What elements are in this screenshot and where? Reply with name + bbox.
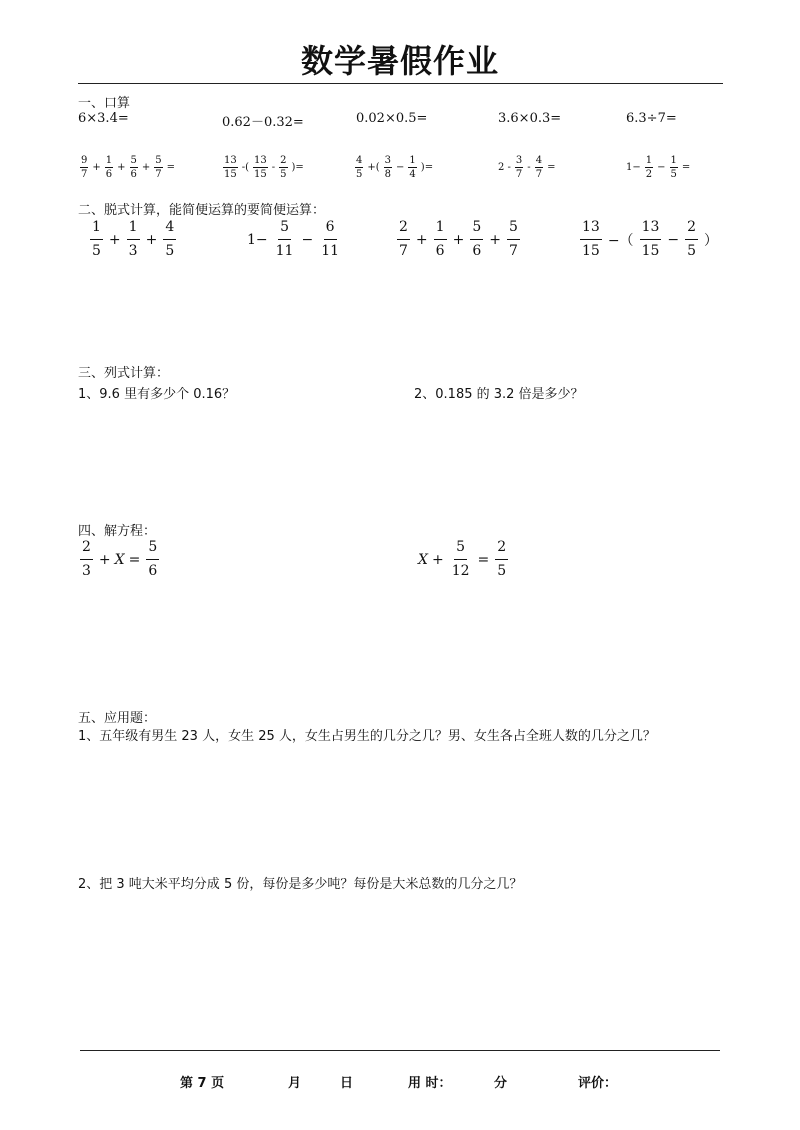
numerator: 5 [454, 540, 467, 560]
footer-rule [80, 1050, 720, 1051]
numerator: 2 [280, 155, 287, 166]
denominator: 5 [497, 563, 507, 580]
application-problem-1: 1、五年级有男生 23 人，女生 25 人，女生占男生的几分之几？男、女生各占全班人数的几分之几？ [78, 729, 656, 744]
denominator: 6 [148, 563, 158, 580]
operator: + [108, 231, 121, 248]
numerator: 5 [130, 155, 137, 166]
numerator: 5 [146, 540, 159, 560]
oral-item-4: 3.6×0.3= [498, 111, 562, 126]
oral-fraction-2 [221, 155, 306, 180]
numerator: 1 [670, 155, 677, 166]
denominator: 7 [508, 243, 518, 260]
section-1-heading: 一、口算 [78, 96, 131, 111]
fraction [127, 220, 140, 260]
denominator: 15 [582, 243, 600, 260]
fraction [274, 220, 296, 260]
denominator: 5 [92, 243, 101, 260]
denominator: 5 [356, 169, 363, 180]
operator: + [98, 551, 111, 568]
numerator: 13 [640, 220, 662, 240]
oral-fraction-5 [624, 155, 692, 180]
numerator: 2 [495, 540, 508, 560]
variable: X [418, 551, 428, 568]
numerator: 9 [81, 155, 88, 166]
denominator: 11 [275, 243, 294, 260]
fraction [535, 155, 543, 180]
numerator: 4 [356, 155, 363, 166]
footer-month: 月 [288, 1076, 302, 1091]
numerator: 5 [470, 220, 483, 240]
fraction [105, 155, 113, 180]
fraction [515, 155, 523, 180]
operator: +( [367, 162, 380, 173]
oral-fraction-1 [78, 155, 177, 180]
denominator: 7 [155, 169, 162, 180]
fraction [384, 155, 392, 180]
denominator: 6 [472, 243, 482, 260]
operator: + [489, 231, 501, 248]
operator: + [145, 231, 158, 248]
operator: − [301, 231, 314, 248]
fraction [408, 155, 416, 180]
fraction [495, 540, 508, 580]
word-calc-2: 2、0.185 的 3.2 倍是多少？ [414, 387, 584, 402]
numerator: 1 [645, 155, 653, 166]
denominator: 3 [128, 243, 138, 260]
fraction [397, 220, 410, 260]
numerator: 1 [90, 220, 103, 240]
denominator: 15 [224, 169, 237, 180]
section-5-heading: 五、应用题： [78, 711, 157, 726]
fraction [450, 540, 472, 580]
fraction [90, 220, 103, 260]
operator: = [477, 551, 490, 568]
denominator: 11 [321, 243, 340, 260]
denominator: 15 [254, 169, 267, 180]
operator: −（ [607, 232, 634, 249]
denominator: 6 [435, 243, 445, 260]
fraction [670, 155, 678, 180]
operator: )= [420, 162, 434, 173]
numerator: 13 [580, 220, 602, 240]
operator: - [271, 162, 276, 173]
numerator: 5 [155, 155, 162, 166]
operator: -( [241, 162, 250, 173]
denominator: 7 [81, 169, 88, 180]
numerator: 3 [384, 155, 392, 166]
denominator: 8 [384, 169, 392, 180]
footer-page-number: 第 7 页 [180, 1076, 225, 1091]
operator: + [141, 162, 151, 173]
oral-fraction-3 [353, 155, 435, 180]
fraction [253, 155, 268, 180]
fraction [580, 220, 602, 260]
oral-item-5: 6.3÷7= [626, 111, 677, 126]
numerator: 4 [163, 220, 176, 240]
operator: ） [704, 232, 719, 249]
fraction [154, 155, 162, 180]
equation-1 [78, 540, 161, 580]
fraction [146, 540, 159, 580]
operator: + [431, 551, 444, 568]
numerator: 5 [507, 220, 520, 240]
fraction [223, 155, 238, 180]
denominator: 5 [670, 169, 677, 180]
operator: − [667, 231, 680, 248]
denominator: 6 [105, 169, 113, 180]
denominator: 5 [687, 243, 697, 260]
operator: )= [291, 162, 304, 173]
operator: + [415, 231, 428, 248]
fraction [685, 220, 698, 260]
operator: = [166, 162, 176, 173]
operator: = [681, 162, 691, 173]
stepwise-problem-1 [88, 220, 178, 260]
stepwise-problem-2 [243, 220, 343, 260]
numerator: 1 [409, 155, 416, 166]
footer-rating: 评价： [578, 1076, 618, 1091]
numerator: 2 [80, 540, 93, 560]
page-title: 数学暑假作业 [300, 42, 499, 80]
fraction [355, 155, 363, 180]
operator: = [128, 551, 141, 568]
numerator: 1 [127, 220, 140, 240]
operator: = [547, 162, 556, 173]
numerator: 4 [535, 155, 543, 166]
denominator: 5 [165, 243, 175, 260]
fraction [434, 220, 447, 260]
operator: 1− [626, 162, 641, 173]
denominator: 12 [451, 563, 470, 580]
denominator: 7 [515, 169, 523, 180]
numerator: 3 [515, 155, 523, 166]
denominator: 3 [82, 563, 91, 580]
denominator: 7 [399, 243, 408, 260]
operator: − [657, 162, 666, 173]
operator: - [527, 162, 531, 173]
fraction [80, 155, 88, 180]
word-calc-1: 1、9.6 里有多少个 0.16？ [78, 387, 236, 402]
operator: − [396, 162, 405, 173]
operator: 1− [247, 231, 268, 248]
numerator: 2 [397, 220, 410, 240]
fraction [319, 220, 341, 260]
operator: + [92, 162, 101, 173]
equation-2 [418, 540, 510, 580]
footer-time-label: 用 时： [408, 1076, 452, 1091]
denominator: 15 [641, 243, 660, 260]
denominator: 2 [645, 169, 653, 180]
oral-item-3: 0.02×0.5= [356, 111, 428, 126]
variable: X [114, 551, 125, 568]
denominator: 6 [130, 169, 137, 180]
footer-minutes: 分 [494, 1076, 508, 1091]
section-3-heading: 三、列式计算： [78, 366, 170, 381]
numerator: 1 [105, 155, 113, 166]
denominator: 5 [280, 169, 287, 180]
oral-item-1: 6×3.4= [78, 111, 129, 126]
header-rule [78, 83, 723, 84]
fraction [507, 220, 520, 260]
stepwise-problem-4 [578, 220, 722, 260]
footer-day: 日 [340, 1076, 354, 1091]
denominator: 4 [409, 169, 416, 180]
fraction [470, 220, 483, 260]
numerator: 2 [685, 220, 698, 240]
fraction [279, 155, 287, 180]
operator: 2 - [498, 162, 511, 173]
numerator: 13 [224, 155, 237, 166]
fraction [163, 220, 176, 260]
numerator: 5 [278, 220, 291, 240]
numerator: 13 [254, 155, 267, 166]
oral-item-2: 0.62－0.32= [222, 115, 304, 130]
section-2-heading: 二、脱式计算，能简便运算的要简便运算： [78, 203, 326, 218]
fraction [130, 155, 138, 180]
application-problem-2: 2、把 3 吨大米平均分成 5 份，每份是多少吨？每份是大米总数的几分之几？ [78, 877, 523, 892]
denominator: 7 [535, 169, 543, 180]
stepwise-problem-3 [395, 220, 522, 260]
fraction [80, 540, 93, 580]
fraction [640, 220, 662, 260]
numerator: 1 [434, 220, 447, 240]
oral-fraction-4 [496, 155, 557, 180]
fraction [645, 155, 653, 180]
operator: + [117, 162, 126, 173]
operator: + [452, 231, 465, 248]
numerator: 6 [324, 220, 337, 240]
section-4-heading: 四、解方程： [78, 524, 157, 539]
